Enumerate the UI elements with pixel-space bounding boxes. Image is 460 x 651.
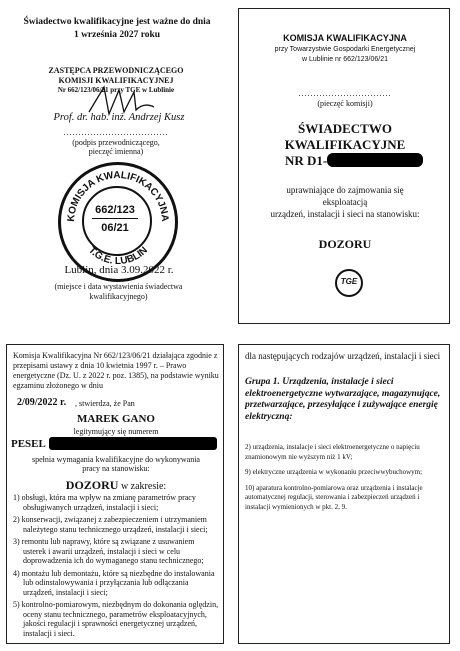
validity-note: Świadectwo kwalifikacyjne jest ważne do dnia 1 września 2027 roku — [23, 17, 211, 40]
list-item: 10) aparatura kontrolno-pomiarowa oraz urządzenia i instalacje automatycznej regulacji, sterowania i zabezpieczeń urządzeń i instalacji wymienionych w pkt. 2, 9. — [245, 483, 423, 511]
commission-statement: Komisja Kwalifikacyjna Nr 662/123/06/21 działająca zgodnie z przepisami ustawy z dnia 10 kwietnia 1997 r. – Prawo energetyczne (Dz. U. z 2022 r. poz. 1385), na podstawie wyniku egzaminu złożonego w dniu — [13, 351, 219, 390]
scope-description-line2: eksploatacją — [322, 197, 368, 207]
equipment-list — [245, 443, 445, 515]
deputy-stamp-line1: ZASTĘPCA PRZEWODNICZĄCEGO — [48, 66, 184, 75]
list-item: 2) urządzenia, instalacje i sieci elektroenergetyczne o napięciu znamionowym nie wyższym niż 1 kV; — [245, 443, 420, 461]
id-label: legitymujący się numerem — [73, 427, 159, 436]
scope-label: w zakresie: — [118, 481, 167, 492]
signature-caption-line2: pieczęć imienna) — [88, 147, 144, 156]
commission-name: KOMISJA KWALIFIKACYJNA — [283, 33, 407, 43]
exam-date: 2/09/2022 r. — [17, 397, 67, 408]
scope-description-line1: uprawniające do zajmowania się — [286, 185, 404, 195]
signer-name: Prof. dr. hab. inż. Andrzej Kusz — [53, 112, 185, 123]
requirements-line2: pracy na stanowisku: — [82, 464, 150, 473]
cover-right-panel — [238, 8, 450, 324]
issue-caption-line2: kwalifikacyjnego) — [89, 292, 148, 301]
commission-affiliation: przy Towarzystwie Gospodarki Energetycznej — [274, 46, 416, 53]
issue-caption-line1: (miejsce i data wystawienia świadectwa — [54, 282, 183, 291]
body-left-panel — [6, 344, 224, 644]
pesel-label: PESEL — [11, 438, 46, 450]
commission-number: w Lublinie nr 662/123/06/21 — [301, 56, 388, 63]
stamp-number-2: 06/21 — [101, 222, 129, 234]
signature-dots: ................................... — [63, 128, 169, 137]
list-item: 3) remontu lub naprawy, które są związane z usuwaniem usterek i awarii urządzeń, instalacji i sieci w celu doprowadzenia ich do wymaganego stanu technicznego; — [13, 537, 204, 565]
holder-name: MAREK GANO — [77, 413, 155, 425]
stamp-divider — [92, 218, 138, 219]
stamp-top-text: KOMISJA KWALIFIKACYJNA — [65, 169, 171, 223]
stwierdza-text: , stwierdza, że Pan — [75, 399, 135, 408]
equipment-group: Grupa 1. Urządzenia, instalacje i sieci elektroenergetyczne wytwarzające, magazynujące, przetwarzające, przesyłające i zużywające energię elektryczną: — [245, 377, 441, 422]
tge-logo: TGE — [335, 269, 363, 297]
position-title: DOZORU — [318, 237, 372, 251]
deputy-stamp-line3: Nr 662/123/06/21 przy TGE w Lublinie — [57, 86, 175, 94]
list-item: 2) konserwacji, związanej z zabezpieczeniem i utrzymaniem należytego stanu technicznego urządzeń, instalacji i sieci; — [13, 515, 208, 534]
certificate-title-line2: KWALIFIKACYJNE — [284, 137, 406, 152]
cover-left-panel — [6, 4, 224, 324]
list-item: 9) elektryczne urządzenia w wykonaniu przeciwwybuchowym; — [245, 468, 423, 476]
issue-place-date: Lublin, dnia 3.09.2022 r. — [64, 264, 174, 276]
certificate-number-label: NR D1- — [285, 153, 328, 168]
list-item: 4) montażu lub demontażu, które są niezbędne do instalowania lub odinstalowywania i przyłączania lub odłączania urządzeń, instalacji i sieci; — [13, 568, 215, 597]
stamp-bottom-text: T.G.E. LUBLIN — [85, 244, 151, 268]
equipment-intro: dla następujących rodzajów urządzeń, instalacji i sieci — [245, 351, 441, 361]
seal-caption: (pieczęć komisji) — [317, 99, 373, 108]
deputy-stamp-line2: KOMISJI KWALIFIKACYJNEJ — [58, 76, 174, 85]
body-right-panel — [238, 344, 450, 644]
position-scope-heading — [13, 476, 219, 494]
list-item: 5) kontrolno-pomiarowym, niezbędnym do dokonania oględzin, oceny stanu technicznego, parametrów eksploatacyjnych, jakości regulacji i sprawności energetycznej urządzeń, instalacji i sieci. — [13, 600, 219, 638]
stamp-number-1: 662/123 — [95, 204, 135, 216]
work-scope-list — [13, 493, 219, 641]
certificate-title-line1: ŚWIADECTWO — [298, 121, 392, 136]
seal-dots: ............................... — [298, 89, 392, 98]
scope-description-line3: urządzeń, instalacji i sieci na stanowisku: — [270, 209, 420, 219]
position-name: DOZORU — [65, 478, 119, 492]
redacted-pesel — [49, 437, 217, 450]
requirements-line1: spełnia wymagania kwalifikacyjne do wykonywania — [32, 455, 200, 464]
list-item: 1) obsługi, która ma wpływ na zmianę parametrów pracy obsługiwanych urządzeń, instalacji i sieci; — [13, 493, 196, 512]
redacted-certificate-number — [327, 153, 423, 167]
signature-caption-line1: (podpis przewodniczącego, — [72, 138, 160, 147]
